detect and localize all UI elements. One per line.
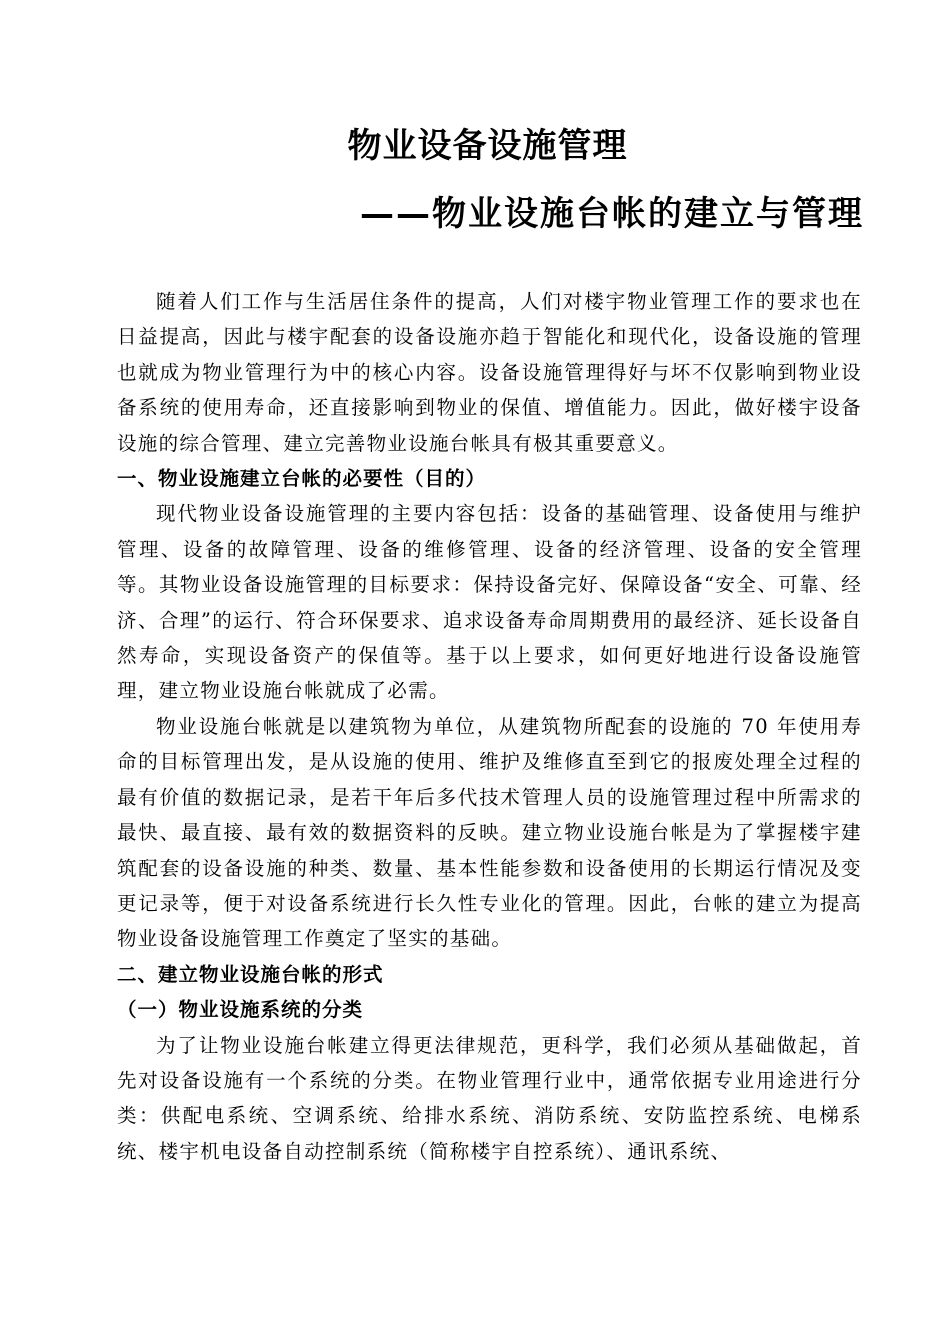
- section-2-paragraph-1: 为了让物业设施台帐建立得更法律规范，更科学，我们必须从基础做起，首先对设备设施有一个系统的分类。在物业管理行业中，通常依据专业用途进行分类：供配电系统、空调系统、给排水系统、消防系统、安防监控系统、电梯系统、楼宇机电设备自动控制系统（简称楼宇自控系统）、通讯系统、: [117, 1033, 862, 1163]
- section-1-paragraph-2: 物业设施台帐就是以建筑物为单位，从建筑物所配套的设施的 70 年使用寿命的目标管理出发，是从设施的使用、维护及维修直至到它的报废处理全过程的最有价值的数据记录，是若干年后多代技术管理人员的设施管理过程中所需求的最快、最直接、最有效的数据资料的反映。建立物业设施台帐是为了掌握楼宇建筑配套的设备设施的种类、数量、基本性能参数和设备使用的长期运行情况及变更记录等，便于对设备系统进行长久性专业化的管理。因此，台帐的建立为提高物业设备设施管理工作奠定了坚实的基础。: [117, 714, 862, 951]
- document-body: [117, 284, 862, 1169]
- section-1-heading: 一、物业设施建立台帐的必要性（目的）: [117, 467, 487, 491]
- section-1-paragraph-1: 现代物业设备设施管理的主要内容包括：设备的基础管理、设备使用与维护管理、设备的故障管理、设备的维修管理、设备的经济管理、设备的安全管理等。其物业设备设施管理的目标要求：保持设备完好、保障设备“安全、可靠、经济、合理”的运行、符合环保要求、追求设备寿命周期费用的最经济、延长设备自然寿命，实现设备资产的保值等。基于以上要求，如何更好地进行设备设施管理，建立物业设施台帐就成了必需。: [117, 502, 862, 703]
- section-2-sub-1-heading: （一）物业设施系统的分类: [117, 998, 364, 1022]
- document-subtitle: ——物业设施台帐的建立与管理: [360, 194, 864, 234]
- document-title: 物业设备设施管理: [347, 126, 628, 166]
- intro-paragraph: 随着人们工作与生活居住条件的提高，人们对楼宇物业管理工作的要求也在日益提高，因此与楼宇配套的设备设施亦趋于智能化和现代化，设备设施的管理也就成为物业管理行为中的核心内容。设备设施管理得好与坏不仅影响到物业设备系统的使用寿命，还直接影响到物业的保值、增值能力。因此，做好楼宇设备设施的综合管理、建立完善物业设施台帐具有极其重要意义。: [117, 290, 862, 455]
- section-2-heading: 二、建立物业设施台帐的形式: [117, 962, 384, 986]
